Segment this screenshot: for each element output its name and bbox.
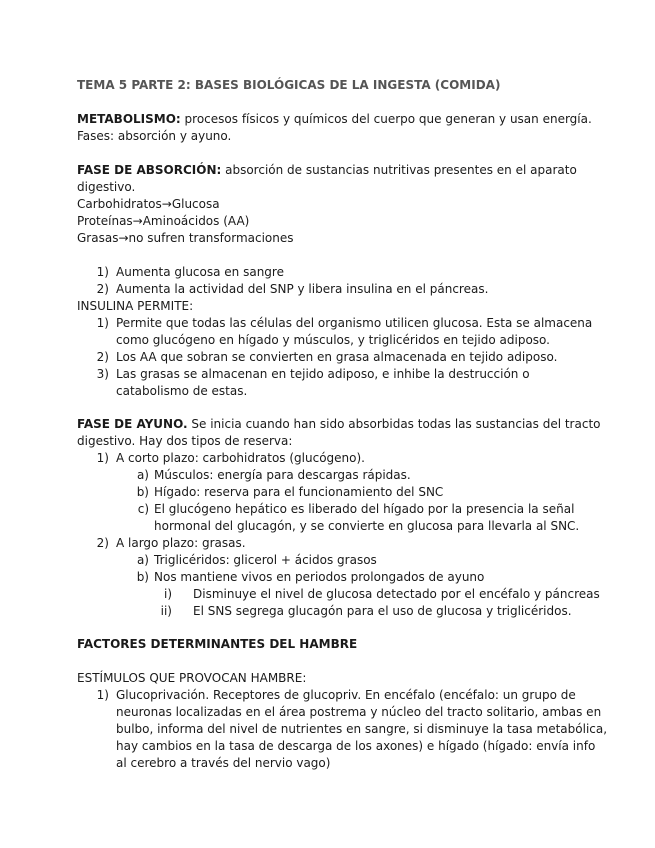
estimulo-item-cont: al cerebro a través del nervio vago) bbox=[116, 756, 331, 770]
roman-item: El SNS segrega glucagón para el uso de glucosa y triglicéridos. bbox=[193, 604, 572, 618]
list-number: 2) bbox=[96, 282, 109, 296]
list-number: 1) bbox=[96, 316, 109, 330]
list-number: 1) bbox=[96, 451, 109, 465]
absorcion-paragraph bbox=[77, 162, 577, 179]
conversion-line: Carbohidratos→Glucosa bbox=[77, 197, 220, 211]
reserva-corto-plazo: A corto plazo: carbohidratos (glucógeno). bbox=[116, 451, 365, 465]
document-title: TEMA 5 PARTE 2: BASES BIOLÓGICAS DE LA INGESTA (COMIDA) bbox=[77, 78, 501, 92]
list-letter: a) bbox=[136, 468, 149, 482]
absorcion-term: FASE DE ABSORCIÓN: bbox=[77, 163, 222, 177]
insulina-item: Los AA que sobran se convierten en grasa almacenada en tejido adiposo. bbox=[116, 350, 558, 364]
list-number: 2) bbox=[96, 350, 109, 364]
absorcion-step: Aumenta glucosa en sangre bbox=[116, 265, 284, 279]
estimulo-item: Glucoprivación. Receptores de glucopriv. En encéfalo (encéfalo: un grupo de bbox=[116, 688, 576, 702]
insulina-heading: INSULINA PERMITE: bbox=[77, 299, 194, 313]
list-letter: a) bbox=[136, 553, 149, 567]
ayuno-term: FASE DE AYUNO. bbox=[77, 417, 188, 431]
metabolismo-definition: procesos físicos y químicos del cuerpo que generan y usan energía. bbox=[180, 112, 592, 126]
estimulo-item-cont: bulbo, informa del nivel de nutrientes en sangre, si disminuye la tasa metabólica, bbox=[116, 722, 608, 736]
list-letter: c) bbox=[137, 502, 149, 516]
list-letter: b) bbox=[136, 485, 149, 499]
metabolismo-fases: Fases: absorción y ayuno. bbox=[77, 129, 232, 143]
insulina-item-cont: como glucógeno en hígado y músculos, y triglicéridos en tejido adiposo. bbox=[116, 333, 550, 347]
conversion-line: Proteínas→Aminoácidos (AA) bbox=[77, 214, 250, 228]
list-number: 1) bbox=[96, 688, 109, 702]
absorcion-definition-cont: digestivo. bbox=[77, 180, 136, 194]
insulina-item-cont: catabolismo de estas. bbox=[116, 384, 248, 398]
list-roman: ii) bbox=[160, 604, 172, 618]
ayuno-definition-cont: digestivo. Hay dos tipos de reserva: bbox=[77, 434, 293, 448]
factores-heading: FACTORES DETERMINANTES DEL HAMBRE bbox=[77, 637, 358, 651]
corto-item: Hígado: reserva para el funcionamiento del SNC bbox=[154, 485, 444, 499]
ayuno-paragraph bbox=[77, 416, 601, 433]
metabolismo-term: METABOLISMO: bbox=[77, 112, 181, 126]
list-number: 2) bbox=[96, 536, 109, 550]
estimulos-heading: ESTÍMULOS QUE PROVOCAN HAMBRE: bbox=[77, 671, 307, 685]
largo-item: Nos mantiene vivos en periodos prolongados de ayuno bbox=[154, 570, 485, 584]
list-number: 3) bbox=[96, 367, 109, 381]
corto-item: El glucógeno hepático es liberado del hígado por la presencia la señal bbox=[154, 502, 575, 516]
list-roman: i) bbox=[163, 587, 172, 601]
list-letter: b) bbox=[136, 570, 149, 584]
list-number: 1) bbox=[96, 265, 109, 279]
insulina-item: Permite que todas las células del organismo utilicen glucosa. Esta se almacena bbox=[116, 316, 593, 330]
roman-item: Disminuye el nivel de glucosa detectado por el encéfalo y páncreas bbox=[193, 587, 600, 601]
conversion-line: Grasas→no sufren transformaciones bbox=[77, 231, 294, 245]
reserva-largo-plazo: A largo plazo: grasas. bbox=[116, 536, 246, 550]
absorcion-step: Aumenta la actividad del SNP y libera insulina en el páncreas. bbox=[116, 282, 489, 296]
ayuno-definition: Se inicia cuando han sido absorbidas todas las sustancias del tracto bbox=[187, 417, 601, 431]
estimulo-item-cont: neuronas localizadas en el área postrema y núcleo del tracto solitario, ambas en bbox=[116, 705, 602, 719]
corto-item: Músculos: energía para descargas rápidas. bbox=[154, 468, 411, 482]
corto-item-cont: hormonal del glucagón, y se convierte en glucosa para llevarla al SNC. bbox=[154, 519, 580, 533]
largo-item: Triglicéridos: glicerol + ácidos grasos bbox=[154, 553, 377, 567]
metabolismo-paragraph bbox=[77, 111, 592, 128]
insulina-item: Las grasas se almacenan en tejido adiposo, e inhibe la destrucción o bbox=[116, 367, 530, 381]
estimulo-item-cont: hay cambios en la tasa de descarga de los axones) e hígado (hígado: envía info bbox=[116, 739, 596, 753]
absorcion-definition: absorción de sustancias nutritivas presentes en el aparato bbox=[221, 163, 577, 177]
